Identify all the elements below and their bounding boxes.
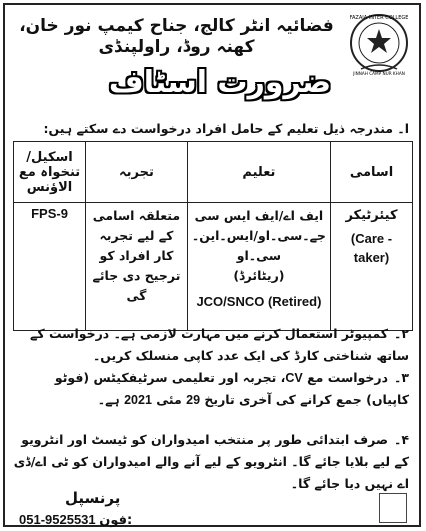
title-banner (95, 65, 345, 105)
phone-number: 051-9525531 (19, 512, 96, 527)
education-line-2: جے۔سی۔او/ایس۔این۔سی۔او (191, 228, 326, 263)
intro-text: ا۔ مندرجہ ذیل تعلیم کے حامل افراد درخواست دے سکتے ہیں: (43, 121, 409, 136)
point-2-text: کمپیوٹر استعمال کرنے میں مہارت لازمی ہے۔ درخواست کے ساتھ شناختی کارڈ کی ایک عدد کاپی منسلک کریں۔ (30, 326, 409, 363)
post-urdu: کیئرٹیکر (345, 208, 398, 223)
point-2-number: ۲۔ (394, 326, 409, 341)
deadline-day: 29 (186, 393, 201, 407)
advertisement (3, 3, 421, 527)
college-logo (347, 9, 411, 79)
point-3-text-b: ، تجربہ اور تعلیمی سرٹیفکیٹس (فوٹو کاپیاں) جمع کرانے کی آخری تاریخ (54, 370, 409, 407)
education-line-1: ایف اے/ایف ایس سی (194, 208, 324, 223)
point-4 (9, 429, 409, 495)
deadline-month: مئی (156, 392, 182, 407)
phone-label: فون: (99, 513, 133, 528)
logo-text-bottom: JINNAH CAMP NUR KHAN (353, 71, 405, 76)
table-header-row (14, 142, 413, 203)
point-3-text-a: درخواست مع (307, 370, 389, 385)
institution-name: فضائیہ انٹر کالج، جناح کیمپ نور خان، کھنہ روڈ، راولپنڈی (19, 16, 334, 57)
phone-line (19, 512, 132, 528)
publication-stamp (379, 493, 407, 523)
page-title: ضرورت اسٹاف (108, 65, 332, 100)
vacancy-table (13, 141, 413, 331)
header-scale: اسکیل/تنخواہ مع الاؤنس (14, 142, 86, 203)
cell-scale: FPS-9 (14, 203, 86, 331)
header-education: تعلیم (187, 142, 330, 203)
logo-text-top: FAZAIA INTER COLLEGE (349, 15, 409, 21)
point-4-number: ۴۔ (394, 432, 409, 447)
point-2 (9, 323, 409, 367)
post-en-2: taker) (353, 250, 390, 265)
header-experience: تجربہ (86, 142, 188, 203)
header-post: اسامی (331, 142, 413, 203)
point-3-text-c: ہے۔ (97, 392, 120, 407)
point-3-cv: CV (285, 371, 303, 385)
education-en: JCO/SNCO (Retired) (196, 294, 322, 309)
point-4-text: صرف ابتدائی طور پر منتخب امیدواران کو ٹیسٹ اور انٹرویو کے لیے بلایا جائے گا۔ انٹرویو کے لیے آنے والے امیدواران کو ٹی اے/ڈی اے نہیں دیا جائے گا۔ (13, 432, 409, 491)
education-line-3: (ریٹائرڈ) (233, 268, 285, 283)
point-3 (9, 367, 409, 411)
table-row (14, 203, 413, 331)
post-en-1: (Care - (350, 231, 393, 246)
point-3-number: ۳۔ (394, 370, 409, 385)
deadline-year: 2021 (124, 393, 152, 407)
cell-post (331, 203, 413, 331)
signatory: پرنسپل (65, 489, 121, 507)
cell-experience: متعلقہ اسامی کے لیے تجربہ کار افراد کو ترجیح دی جائے گی (86, 203, 188, 331)
cell-education (187, 203, 330, 331)
